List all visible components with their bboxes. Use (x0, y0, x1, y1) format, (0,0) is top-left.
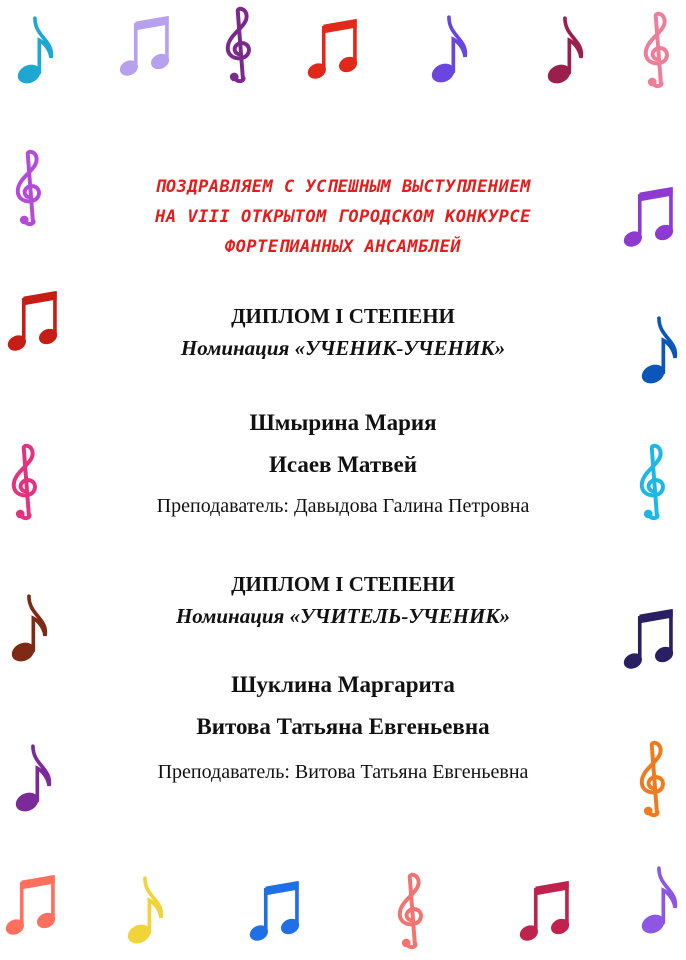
treble-clef-icon (394, 870, 430, 954)
treble-clef-icon (222, 6, 258, 86)
award1-participant-1: Шмырина Мария (249, 410, 437, 435)
award2-teacher: Преподаватель: Витова Татьяна Евгеньевна (157, 761, 529, 783)
award1-teacher: Преподаватель: Давыдова Галина Петровна (156, 495, 530, 517)
award1-diploma-title: ДИПЛОМ I СТЕПЕНИ (231, 304, 455, 328)
eighth-note-icon (120, 872, 164, 952)
beamed-notes-icon (4, 864, 62, 948)
treble-clef-icon (640, 10, 676, 92)
beamed-notes-icon (118, 8, 176, 86)
award2-nomination: Номинация «УЧИТЕЛЬ-УЧЕНИК» (175, 604, 511, 628)
award1-participant-2: Исаев Матвей (268, 452, 418, 477)
beamed-notes-icon (248, 870, 306, 954)
award1-nomination: Номинация «УЧЕНИК-УЧЕНИК» (180, 336, 506, 360)
award2-participant-1: Шуклина Маргарита (231, 672, 455, 697)
congratulations-line-1: ПОЗДРАВЛЯЕМ С УСПЕШНЫМ ВЫСТУПЛЕНИЕМ (155, 177, 531, 197)
award2-participant-2: Витова Татьяна Евгеньевна (196, 714, 490, 739)
eighth-note-icon (424, 12, 468, 90)
eighth-note-icon (10, 14, 54, 90)
congratulations-heading (0, 172, 686, 262)
eighth-note-icon (634, 862, 678, 942)
beamed-notes-icon (518, 870, 576, 954)
beamed-notes-icon (306, 12, 364, 88)
congratulations-line-3: ФОРТЕПИАННЫХ АНСАМБЛЕЙ (224, 237, 462, 257)
congratulations-line-2: НА VIII ОТКРЫТОМ ГОРОДСКОМ КОНКУРСЕ (155, 207, 531, 227)
eighth-note-icon (540, 12, 584, 92)
award2-diploma-title: ДИПЛОМ I СТЕПЕНИ (231, 572, 455, 596)
